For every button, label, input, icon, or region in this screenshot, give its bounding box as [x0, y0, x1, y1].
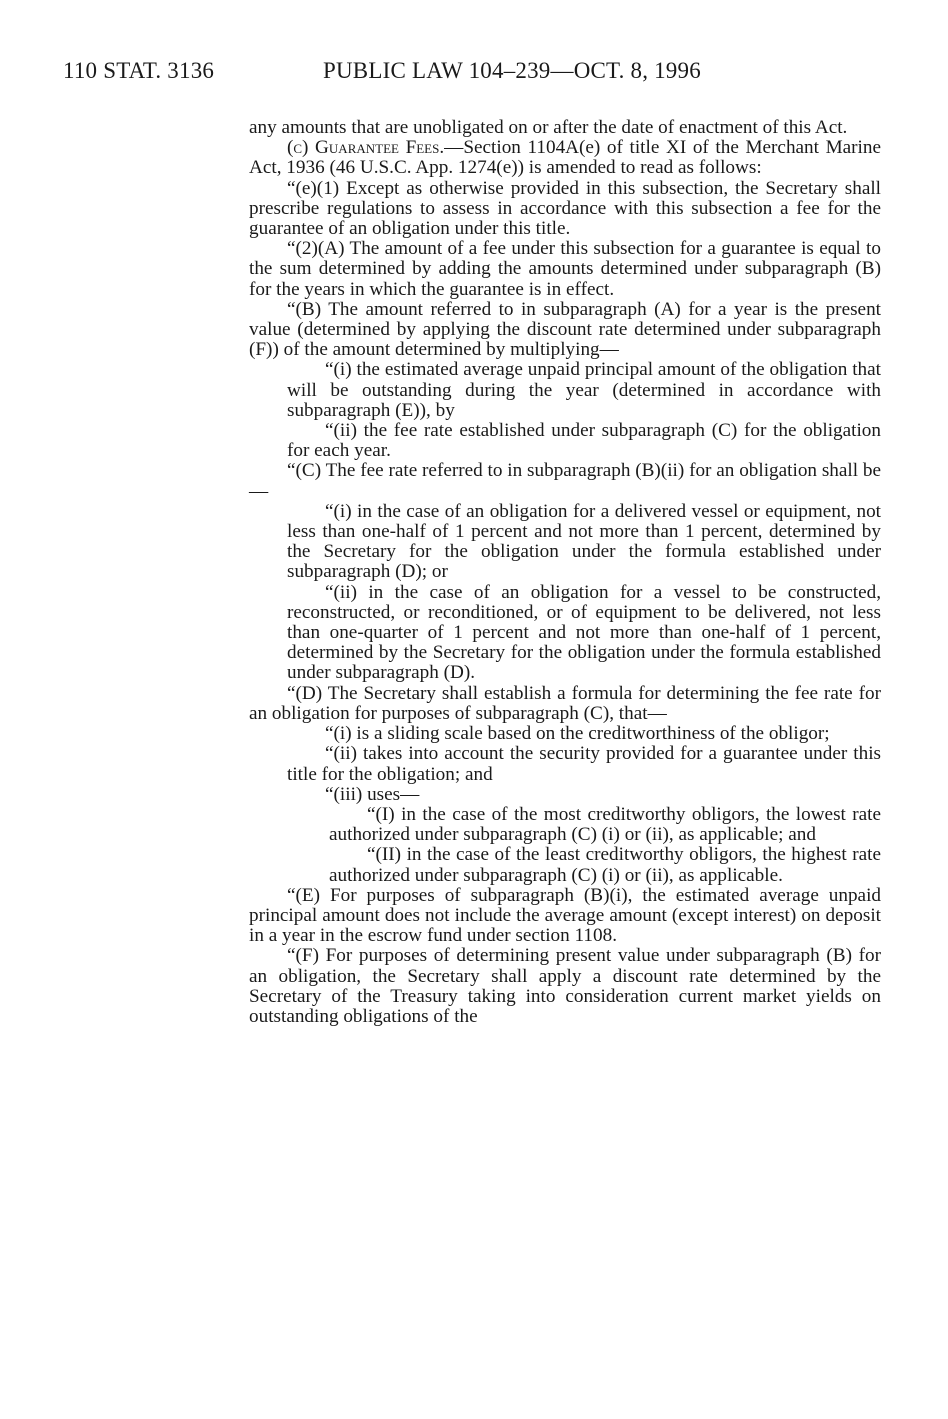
clause-b-ii: “(ii) the fee rate established under subparagraph (C) for the obligation for each year. [287, 420, 881, 462]
paragraph-subsection-c [249, 138, 881, 178]
clause-c-i: “(i) in the case of an obligation for a delivered vessel or equipment, not less than one-half of 1 percent and not more than 1 percent, determined by the Secretary for the obligation under the formula established under subparagraph (D); or [287, 500, 881, 583]
paragraph-e1: “(e)(1) Except as otherwise provided in this subsection, the Secretary shall prescribe regulations to assess in accordance with this subsection a fee for the guarantee of an obligation under this title. [249, 177, 881, 240]
running-header: PUBLIC LAW 104–239—OCT. 8, 1996 [323, 58, 701, 83]
clause-b-i: “(i) the estimated average unpaid principal amount of the obligation that will be outstanding during the year (determined in accordance with subparagraph (E)), by [287, 359, 881, 421]
clause-d-ii: “(ii) takes into account the security provided for a guarantee under this title for the obligation; and [287, 743, 881, 785]
subclause-d-iii-II: “(II) in the case of the least creditworthy obligors, the highest rate authorized under subparagraph (C) (i) or (ii), as applicable. [329, 844, 881, 886]
paragraph-f: “(F) For purposes of determining present value under subparagraph (B) for an obligation, the Secretary shall apply a discount rate determined by the Secretary of the Treasury taking into consideration current market yields on outstanding obligations of the [249, 945, 881, 1027]
paragraph-2a: “(2)(A) The amount of a fee under this subsection for a guarantee is equal to the sum determined by adding the amounts determined under subparagraph (B) for the years in which the guarantee is in effect. [249, 238, 881, 300]
statute-body [249, 118, 881, 1027]
paragraph-d: “(D) The Secretary shall establish a formula for determining the fee rate for an obligation for purposes of subparagraph (C), that— [249, 682, 881, 724]
subsection-text: —Section 1104A(e) of title XI of the Merchant Marine Act, 1936 (46 U.S.C. App. 1274(e)) is amended to read as follows: [249, 137, 881, 179]
subsection-heading: (c) Guarantee Fees. [287, 137, 445, 159]
page-reference: 110 STAT. 3136 [63, 58, 215, 83]
clause-d-i: “(i) is a sliding scale based on the creditworthiness of the obligor; [325, 723, 830, 745]
clause-d-iii: “(iii) uses— [325, 783, 420, 805]
paragraph-e: “(E) For purposes of subparagraph (B)(i), the estimated average unpaid principal amount does not include the average amount (except interest) on deposit in a year in the escrow fund under section 1108. [249, 884, 881, 947]
subclause-d-iii-I: “(I) in the case of the most creditworthy obligors, the lowest rate authorized under subparagraph (C) (i) or (ii), as applicable; and [329, 803, 881, 846]
paragraph-b: “(B) The amount referred to in subparagraph (A) for a year is the present value (determined by applying the discount rate determined under subparagraph (F)) of the amount determined by multiplying— [249, 298, 881, 361]
paragraph-continuation: any amounts that are unobligated on or after the date of enactment of this Act. [249, 117, 848, 138]
paragraph-c: “(C) The fee rate referred to in subparagraph (B)(ii) for an obligation shall be— [249, 460, 881, 502]
clause-c-ii: “(ii) in the case of an obligation for a vessel to be constructed, reconstructed, or reconditioned, or of equipment to be delivered, not less than one-quarter of 1 percent and not more than one-half of 1 percent, determined by the Secretary for the obligation under the formula established under subparagraph (D). [287, 581, 881, 684]
